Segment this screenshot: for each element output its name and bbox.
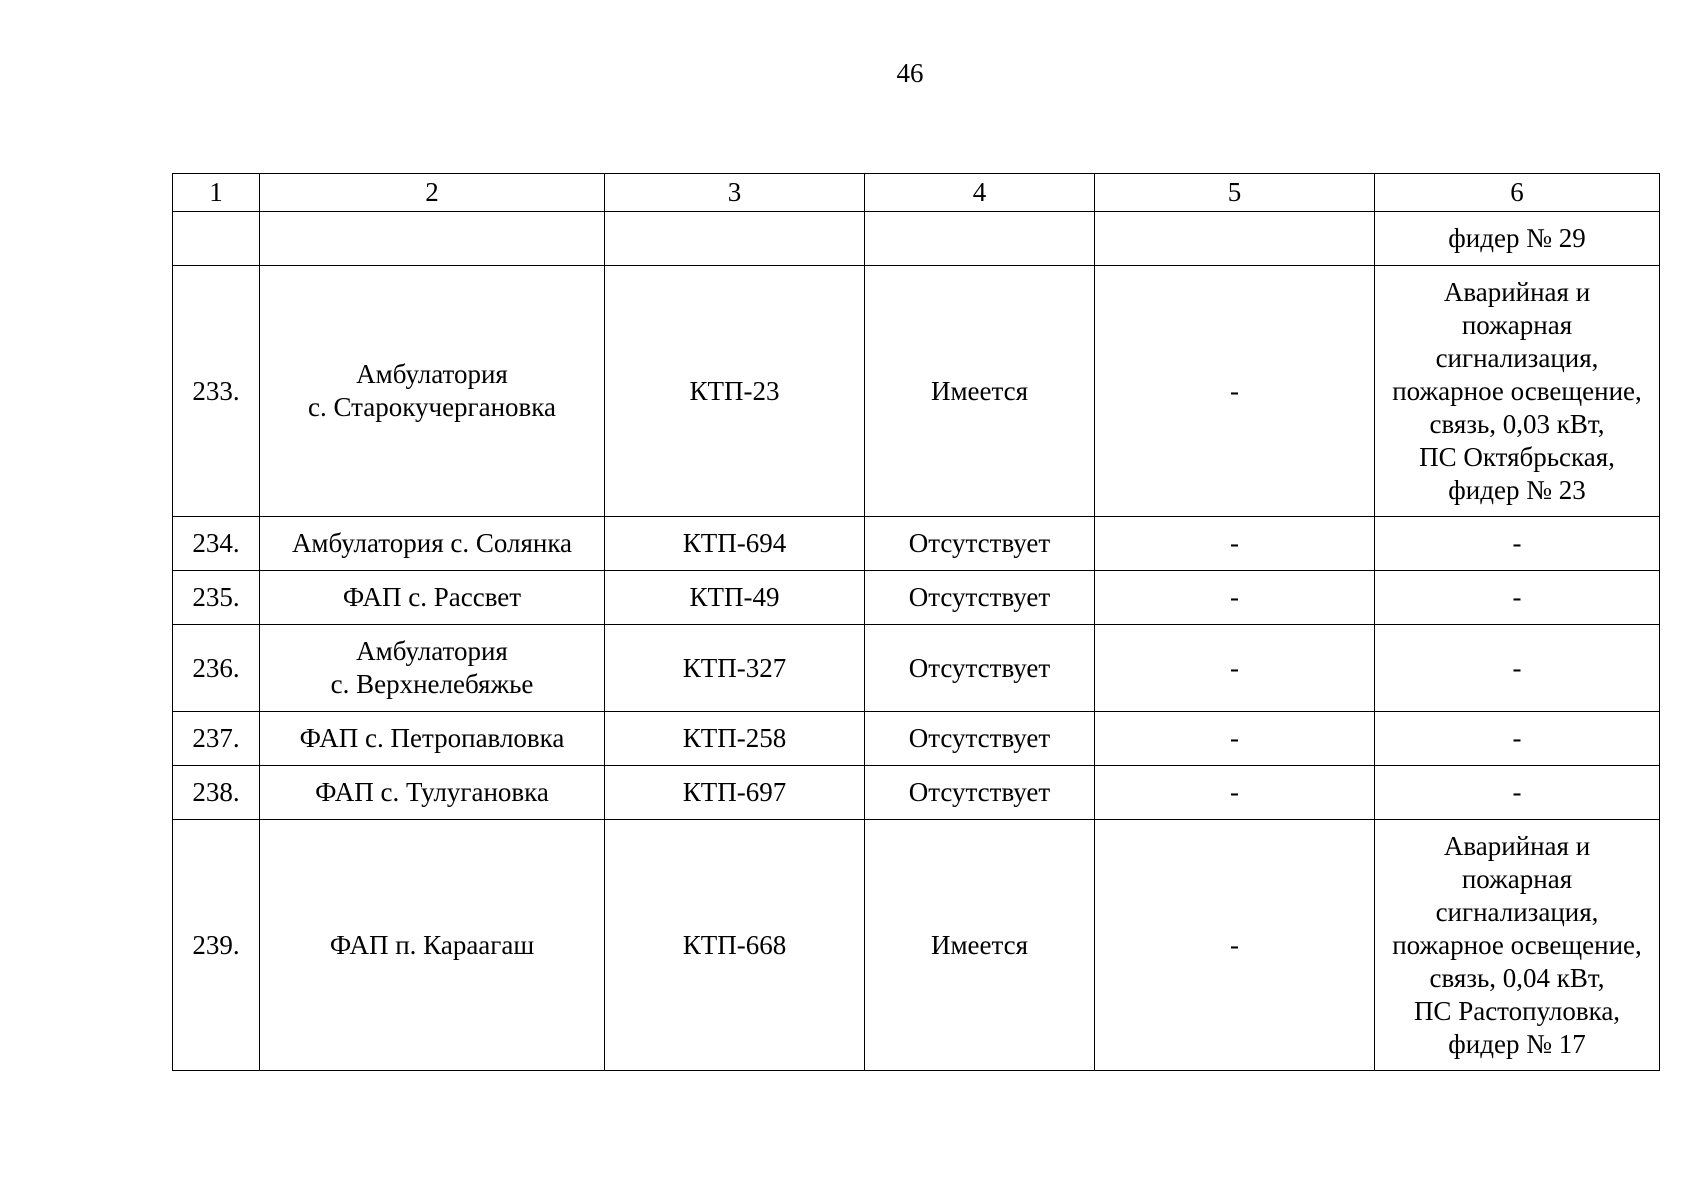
empty-cell [605, 212, 865, 266]
facility-name-line: Амбулатория [356, 636, 508, 666]
column-number-cell: 5 [1095, 174, 1375, 212]
facility-name-line: Амбулатория [356, 359, 508, 389]
substation: КТП-49 [605, 571, 865, 625]
power-supply-line: пожарная [1461, 309, 1573, 340]
substation: КТП-668 [605, 820, 865, 1071]
power-supply-line: пожарная [1461, 863, 1573, 894]
column-5-value: - [1095, 625, 1375, 712]
column-number-cell: 4 [865, 174, 1095, 212]
facility-name: ФАП п. Караагаш [260, 820, 605, 1071]
facility-name-line: с. Старокучергановка [308, 392, 556, 422]
row-number: 238. [173, 766, 260, 820]
power-supply-line: пожарное освещение, [1392, 929, 1642, 960]
facility-name: ФАП с. Тулугановка [260, 766, 605, 820]
page-number: 46 [896, 58, 924, 88]
power-supply-cell: - [1375, 712, 1660, 766]
column-5-value: - [1095, 517, 1375, 571]
power-supply-cell [1375, 820, 1660, 1071]
empty-cell [865, 212, 1095, 266]
power-supply-line: сигнализация, [1435, 342, 1599, 373]
row-number: 239. [173, 820, 260, 1071]
continuation-row [173, 212, 1660, 266]
substation: КТП-327 [605, 625, 865, 712]
power-supply-line: фидер № 17 [1448, 1028, 1586, 1059]
row-number: 237. [173, 712, 260, 766]
column-number-cell: 3 [605, 174, 865, 212]
substation: КТП-258 [605, 712, 865, 766]
availability: Отсутствует [865, 712, 1095, 766]
power-supply-line: пожарное освещение, [1392, 375, 1642, 406]
row-number: 233. [173, 266, 260, 517]
power-supply-line: связь, 0,04 кВт, [1429, 962, 1605, 993]
empty-cell [260, 212, 605, 266]
power-supply-cell: - [1375, 766, 1660, 820]
facility-name [260, 266, 605, 517]
facility-name: ФАП с. Петропавловка [260, 712, 605, 766]
facility-name: ФАП с. Рассвет [260, 571, 605, 625]
power-supply-line: связь, 0,03 кВт, [1429, 408, 1605, 439]
availability: Отсутствует [865, 517, 1095, 571]
table-row [173, 517, 1660, 571]
availability: Имеется [865, 820, 1095, 1071]
column-5-value: - [1095, 571, 1375, 625]
power-supply-cell: - [1375, 517, 1660, 571]
column-5-value: - [1095, 712, 1375, 766]
table-row [173, 625, 1660, 712]
column-number-cell: 2 [260, 174, 605, 212]
power-supply-line: ПС Октябрьская, [1419, 441, 1615, 472]
table-row [173, 266, 1660, 517]
table-row [173, 712, 1660, 766]
power-supply-line: ПС Растопуловка, [1413, 995, 1621, 1026]
power-supply-cell: фидер № 29 [1375, 212, 1660, 266]
availability: Отсутствует [865, 625, 1095, 712]
empty-cell [173, 212, 260, 266]
power-supply-line: фидер № 23 [1448, 474, 1586, 505]
power-supply-cell [1375, 266, 1660, 517]
table-row [173, 766, 1660, 820]
column-number-row [173, 174, 1660, 212]
substation: КТП-694 [605, 517, 865, 571]
availability: Отсутствует [865, 766, 1095, 820]
table-row [173, 820, 1660, 1071]
empty-cell [1095, 212, 1375, 266]
power-supply-cell: - [1375, 625, 1660, 712]
column-5-value: - [1095, 820, 1375, 1071]
column-number-cell: 6 [1375, 174, 1660, 212]
table-row [173, 571, 1660, 625]
power-supply-cell: - [1375, 571, 1660, 625]
row-number: 236. [173, 625, 260, 712]
power-supply-line: Аварийная и [1443, 276, 1591, 307]
availability: Отсутствует [865, 571, 1095, 625]
facility-name-line: с. Верхнелебяжье [330, 669, 534, 699]
power-supply-line: Аварийная и [1443, 830, 1591, 861]
facilities-table [172, 173, 1660, 1071]
column-number-cell: 1 [173, 174, 260, 212]
row-number: 235. [173, 571, 260, 625]
power-supply-line: сигнализация, [1435, 896, 1599, 927]
substation: КТП-23 [605, 266, 865, 517]
availability: Имеется [865, 266, 1095, 517]
column-5-value: - [1095, 766, 1375, 820]
row-number: 234. [173, 517, 260, 571]
column-5-value: - [1095, 266, 1375, 517]
substation: КТП-697 [605, 766, 865, 820]
facility-name [260, 625, 605, 712]
facility-name: Амбулатория с. Солянка [260, 517, 605, 571]
